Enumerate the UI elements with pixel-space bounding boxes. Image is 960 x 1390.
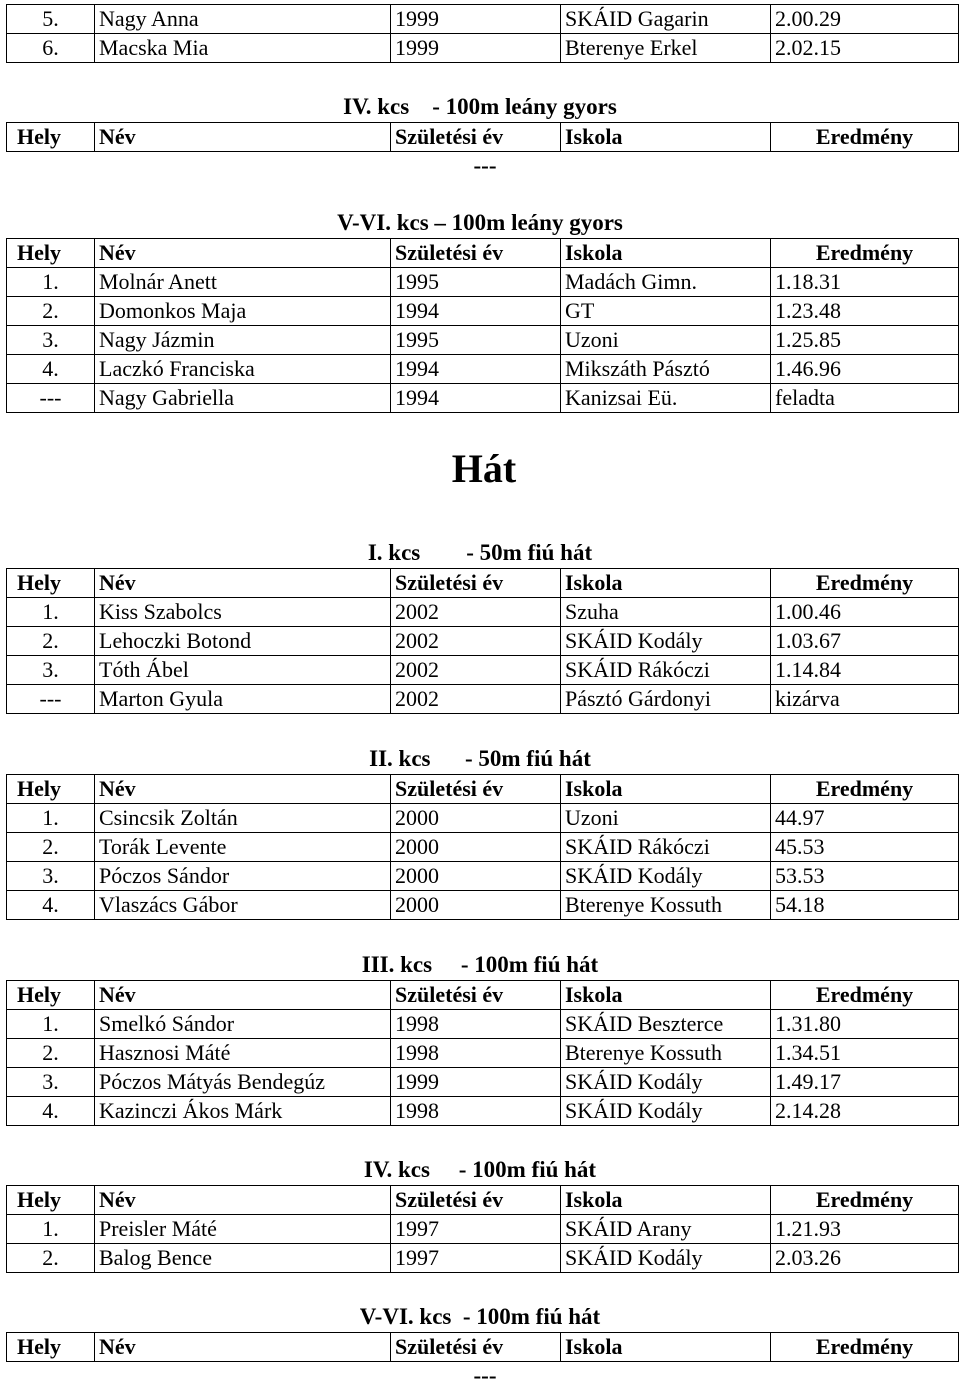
cell-place: 1. — [7, 804, 95, 833]
header-birth-year: Születési év — [391, 239, 561, 268]
section-title-boys-iii: III. kcs - 100m fiú hát — [361, 952, 599, 977]
table-row — [7, 1097, 959, 1126]
results-table — [6, 1332, 959, 1362]
cell-name: Kazinczi Ákos Márk — [95, 1097, 391, 1126]
cell-place: 2. — [7, 627, 95, 656]
cell-result: feladta — [771, 384, 959, 413]
cell-name: Hasznosi Máté — [95, 1039, 391, 1068]
table-row — [7, 34, 959, 63]
results-boys-ii — [6, 774, 956, 920]
header-place: Hely — [7, 569, 95, 598]
cell-school: Mikszáth Pásztó — [561, 355, 771, 384]
results-top-continuation — [6, 4, 956, 63]
cell-school: GT — [561, 297, 771, 326]
table-row — [7, 656, 959, 685]
results-boys-vvi — [6, 1332, 956, 1362]
cell-name: Csincsik Zoltán — [95, 804, 391, 833]
results-girls-vvi — [6, 238, 956, 413]
cell-place: --- — [7, 685, 95, 714]
cell-name: Tóth Ábel — [95, 656, 391, 685]
cell-place: 2. — [7, 1039, 95, 1068]
cell-result: 1.14.84 — [771, 656, 959, 685]
table-row — [7, 5, 959, 34]
header-school: Iskola — [561, 981, 771, 1010]
cell-place: 2. — [7, 297, 95, 326]
cell-school: Bterenye Kossuth — [561, 1039, 771, 1068]
header-place: Hely — [7, 1333, 95, 1362]
header-birth-year: Születési év — [391, 123, 561, 152]
results-table — [6, 1185, 959, 1273]
cell-birth-year: 1999 — [391, 5, 561, 34]
cell-result: 1.21.93 — [771, 1215, 959, 1244]
cell-school: Uzoni — [561, 804, 771, 833]
table-row — [7, 326, 959, 355]
header-school: Iskola — [561, 1186, 771, 1215]
table-header-row — [7, 1333, 959, 1362]
table-row — [7, 1039, 959, 1068]
results-table — [6, 980, 959, 1126]
header-result: Eredmény — [771, 1333, 959, 1362]
cell-result: 1.46.96 — [771, 355, 959, 384]
cell-result: 53.53 — [771, 862, 959, 891]
cell-birth-year: 1994 — [391, 297, 561, 326]
table-row — [7, 1010, 959, 1039]
cell-place: 6. — [7, 34, 95, 63]
results-boys-iii — [6, 980, 956, 1126]
cell-result: 1.31.80 — [771, 1010, 959, 1039]
cell-name: Nagy Anna — [95, 5, 391, 34]
table-row — [7, 355, 959, 384]
table-row — [7, 627, 959, 656]
cell-school: SKÁID Arany — [561, 1215, 771, 1244]
header-result: Eredmény — [771, 123, 959, 152]
cell-name: Vlaszács Gábor — [95, 891, 391, 920]
table-row — [7, 598, 959, 627]
table-header-row — [7, 1186, 959, 1215]
header-name: Név — [95, 775, 391, 804]
results-table — [6, 122, 959, 152]
table-header-row — [7, 981, 959, 1010]
cell-place: 3. — [7, 656, 95, 685]
cell-birth-year: 1994 — [391, 384, 561, 413]
cell-place: 3. — [7, 862, 95, 891]
cell-school: SKÁID Gagarin — [561, 5, 771, 34]
cell-school: SKÁID Kodály — [561, 1097, 771, 1126]
table-row — [7, 685, 959, 714]
cell-birth-year: 2000 — [391, 862, 561, 891]
cell-birth-year: 1997 — [391, 1215, 561, 1244]
cell-school: Pásztó Gárdonyi — [561, 685, 771, 714]
header-place: Hely — [7, 239, 95, 268]
header-name: Név — [95, 569, 391, 598]
header-name: Név — [95, 1186, 391, 1215]
cell-birth-year: 1999 — [391, 34, 561, 63]
table-row — [7, 384, 959, 413]
cell-birth-year: 2000 — [391, 891, 561, 920]
cell-result: 1.03.67 — [771, 627, 959, 656]
cell-birth-year: 1994 — [391, 355, 561, 384]
cell-name: Balog Bence — [95, 1244, 391, 1273]
table-row — [7, 1068, 959, 1097]
section-title-boys-i: I. kcs - 50m fiú hát — [367, 540, 593, 565]
cell-result: 45.53 — [771, 833, 959, 862]
cell-result: 2.00.29 — [771, 5, 959, 34]
table-row — [7, 1244, 959, 1273]
cell-name: Molnár Anett — [95, 268, 391, 297]
cell-birth-year: 1999 — [391, 1068, 561, 1097]
cell-name: Póczos Sándor — [95, 862, 391, 891]
cell-birth-year: 1995 — [391, 268, 561, 297]
header-name: Név — [95, 1333, 391, 1362]
header-name: Név — [95, 981, 391, 1010]
cell-place: 4. — [7, 891, 95, 920]
header-name: Név — [95, 239, 391, 268]
table-row — [7, 297, 959, 326]
cell-school: SKÁID Kodály — [561, 862, 771, 891]
cell-result: 1.25.85 — [771, 326, 959, 355]
section-title-girls-iv: IV. kcs - 100m leány gyors — [343, 94, 617, 119]
cell-place: --- — [7, 384, 95, 413]
cell-birth-year: 1998 — [391, 1097, 561, 1126]
cell-place: 3. — [7, 1068, 95, 1097]
header-school: Iskola — [561, 775, 771, 804]
cell-result: 2.03.26 — [771, 1244, 959, 1273]
section-title-boys-ii: II. kcs - 50m fiú hát — [369, 746, 591, 771]
cell-place: 1. — [7, 1215, 95, 1244]
cell-place: 1. — [7, 1010, 95, 1039]
header-place: Hely — [7, 981, 95, 1010]
cell-school: Kanizsai Eü. — [561, 384, 771, 413]
cell-school: SKÁID Rákóczi — [561, 833, 771, 862]
results-table — [6, 4, 959, 63]
results-boys-i — [6, 568, 956, 714]
section-title-girls-vvi: V-VI. kcs – 100m leány gyors — [337, 210, 623, 235]
table-row — [7, 891, 959, 920]
header-birth-year: Születési év — [391, 775, 561, 804]
cell-birth-year: 2002 — [391, 656, 561, 685]
cell-place: 3. — [7, 326, 95, 355]
results-table — [6, 774, 959, 920]
cell-birth-year: 2002 — [391, 598, 561, 627]
cell-name: Nagy Gabriella — [95, 384, 391, 413]
cell-name: Torák Levente — [95, 833, 391, 862]
cell-birth-year: 1997 — [391, 1244, 561, 1273]
table-row — [7, 1215, 959, 1244]
header-name: Név — [95, 123, 391, 152]
header-place: Hely — [7, 123, 95, 152]
header-school: Iskola — [561, 123, 771, 152]
cell-result: 1.34.51 — [771, 1039, 959, 1068]
cell-school: Szuha — [561, 598, 771, 627]
cell-result: 1.18.31 — [771, 268, 959, 297]
header-birth-year: Születési év — [391, 1333, 561, 1362]
header-school: Iskola — [561, 569, 771, 598]
cell-school: Bterenye Erkel — [561, 34, 771, 63]
header-birth-year: Születési év — [391, 981, 561, 1010]
table-header-row — [7, 123, 959, 152]
cell-name: Smelkó Sándor — [95, 1010, 391, 1039]
cell-place: 1. — [7, 268, 95, 297]
cell-name: Preisler Máté — [95, 1215, 391, 1244]
cell-name: Domonkos Maja — [95, 297, 391, 326]
cell-school: Bterenye Kossuth — [561, 891, 771, 920]
header-result: Eredmény — [771, 775, 959, 804]
cell-name: Laczkó Franciska — [95, 355, 391, 384]
cell-place: 2. — [7, 1244, 95, 1273]
section-title-boys-vvi: V-VI. kcs - 100m fiú hát — [359, 1304, 601, 1329]
table-header-row — [7, 239, 959, 268]
results-table — [6, 238, 959, 413]
cell-birth-year: 1998 — [391, 1010, 561, 1039]
table-row — [7, 833, 959, 862]
cell-school: Uzoni — [561, 326, 771, 355]
header-place: Hely — [7, 775, 95, 804]
cell-school: SKÁID Beszterce — [561, 1010, 771, 1039]
results-girls-iv — [6, 122, 956, 152]
table-header-row — [7, 569, 959, 598]
cell-place: 4. — [7, 355, 95, 384]
section-title-boys-iv: IV. kcs - 100m fiú hát — [363, 1157, 597, 1182]
cell-school: Madách Gimn. — [561, 268, 771, 297]
cell-birth-year: 2000 — [391, 804, 561, 833]
table-header-row — [7, 775, 959, 804]
results-table — [6, 568, 959, 714]
cell-birth-year: 2000 — [391, 833, 561, 862]
cell-result: 54.18 — [771, 891, 959, 920]
results-boys-iv — [6, 1185, 956, 1273]
cell-name: Lehoczki Botond — [95, 627, 391, 656]
cell-name: Póczos Mátyás Bendegúz — [95, 1068, 391, 1097]
cell-result: 2.02.15 — [771, 34, 959, 63]
cell-name: Kiss Szabolcs — [95, 598, 391, 627]
cell-place: 1. — [7, 598, 95, 627]
header-result: Eredmény — [771, 569, 959, 598]
cell-school: SKÁID Kodály — [561, 627, 771, 656]
cell-birth-year: 1998 — [391, 1039, 561, 1068]
header-result: Eredmény — [771, 981, 959, 1010]
cell-result: 1.00.46 — [771, 598, 959, 627]
cell-result: 2.14.28 — [771, 1097, 959, 1126]
cell-birth-year: 2002 — [391, 685, 561, 714]
header-result: Eredmény — [771, 239, 959, 268]
cell-result: 1.49.17 — [771, 1068, 959, 1097]
no-entries-marker: --- — [473, 1363, 497, 1388]
table-row — [7, 804, 959, 833]
cell-name: Nagy Jázmin — [95, 326, 391, 355]
header-result: Eredmény — [771, 1186, 959, 1215]
cell-name: Marton Gyula — [95, 685, 391, 714]
header-birth-year: Születési év — [391, 1186, 561, 1215]
cell-result: kizárva — [771, 685, 959, 714]
cell-place: 2. — [7, 833, 95, 862]
cell-school: SKÁID Kodály — [561, 1244, 771, 1273]
header-school: Iskola — [561, 239, 771, 268]
no-entries-marker: --- — [473, 153, 497, 178]
table-row — [7, 268, 959, 297]
cell-birth-year: 2002 — [391, 627, 561, 656]
cell-name: Macska Mia — [95, 34, 391, 63]
header-birth-year: Születési év — [391, 569, 561, 598]
cell-birth-year: 1995 — [391, 326, 561, 355]
cell-school: SKÁID Rákóczi — [561, 656, 771, 685]
discipline-title: Hát — [451, 446, 517, 491]
header-school: Iskola — [561, 1333, 771, 1362]
cell-result: 1.23.48 — [771, 297, 959, 326]
cell-result: 44.97 — [771, 804, 959, 833]
cell-place: 4. — [7, 1097, 95, 1126]
table-row — [7, 862, 959, 891]
header-place: Hely — [7, 1186, 95, 1215]
cell-place: 5. — [7, 5, 95, 34]
cell-school: SKÁID Kodály — [561, 1068, 771, 1097]
